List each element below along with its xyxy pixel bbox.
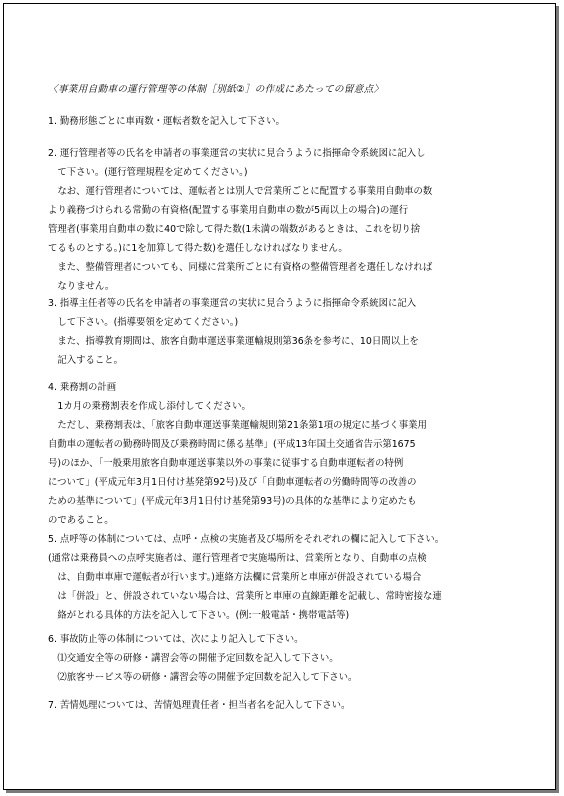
section-line: して下さい。(指導要領を定めてください。) bbox=[48, 317, 239, 328]
section-line: 号)のほか、「一般乗用旅客自動車運送事業以外の事業に従事する自動車運転者の特例 bbox=[48, 458, 404, 469]
document-page bbox=[3, 3, 556, 790]
section-line: は、自動車車庫で運転者が行います。)連絡方法欄に営業所と車庫が併設されている場合 bbox=[48, 572, 422, 583]
section-line: より義務づけられる常勤の有資格(配置する事業用自動車の数が5両以上の場合)の運行 bbox=[48, 205, 409, 216]
section-line: また、指導教育期間は、旅客自動車運送事業運輸規則第36条を参考に、10日間以上を bbox=[48, 336, 419, 347]
section-line: また、整備管理者についても、同様に営業所ごとに有資格の整備管理者を選任しなければ bbox=[48, 262, 433, 273]
section-line: なお、運行管理者については、運転者とは別人で営業所ごとに配置する事業用自動車の数 bbox=[48, 186, 433, 197]
section-line: ⑴交通安全等の研修・講習会等の開催予定回数を記入して下さい。 bbox=[48, 653, 339, 664]
section-6 bbox=[48, 630, 357, 687]
section-line: 6. 事故防止等の体制については、次により記入して下さい。 bbox=[48, 634, 304, 645]
section-line: ただし、乗務割表は、「旅客自動車運送事業運輸規則第21条第1項の規定に基づく事業用 bbox=[48, 420, 427, 431]
section-line: ⑵旅客サービス等の研修・講習会等の開催予定回数を記入して下さい。 bbox=[48, 672, 358, 683]
section-line: 自動車の運転者の勤務時間及び乗務時間に係る基準」(平成13年国土交通省告示第1675 bbox=[48, 439, 416, 450]
section-line: 4. 乗務割の計画 bbox=[48, 382, 117, 393]
section-line: て下さい。(運行管理規程を定めてください。) bbox=[48, 167, 248, 178]
document-title: 〈事業用自動車の運行管理等の体制［別紙②］の作成にあたっての留意点〉 bbox=[48, 84, 384, 95]
section-line: 1. 勤務形態ごとに車両数・運転者数を記入して下さい。 bbox=[48, 116, 285, 127]
section-line: 管理者(事業用自動車の数に40で除して得た数(1未満の端数があるときは、これを切り捨 bbox=[48, 224, 421, 235]
section-2 bbox=[48, 144, 432, 296]
section-line: 絡がとれる具体的方法を記入して下さい。(例:一般電話・携帯電話等) bbox=[48, 610, 350, 621]
section-line: は「併設」と、併設されていない場合は、営業所と車庫の直線距離を記載し、常時密接な連 bbox=[48, 591, 442, 602]
section-line: について」(平成元年3月1日付け基発第92号)及び「自動車運転者の労働時間等の改善の bbox=[48, 477, 417, 488]
section-1 bbox=[48, 112, 285, 131]
section-3 bbox=[48, 294, 419, 370]
section-line: 7. 苦情処理については、苦情処理責任者・担当者名を記入して下さい。 bbox=[48, 700, 351, 711]
section-line: 3. 指導主任者等の氏名を申請者の事業運営の実状に見合うように指揮命令系統図に記入 bbox=[48, 298, 417, 309]
section-line: のであること。 bbox=[48, 515, 114, 526]
section-line: 記入すること。 bbox=[48, 355, 124, 366]
section-line: ための基準について」(平成元年3月1日付け基発第93号)の具体的な基準により定めたも bbox=[48, 496, 417, 507]
section-line: てるものとする。)に1を加算して得た数)を選任しなければなりません。 bbox=[48, 243, 348, 254]
section-line: (通常は乗務員への点呼実施者は、運行管理者で実施場所は、営業所となり、自動車の点検 bbox=[48, 553, 427, 564]
section-7 bbox=[48, 696, 350, 715]
document-body bbox=[4, 4, 555, 789]
section-4 bbox=[48, 378, 427, 530]
section-line: なりません。 bbox=[48, 281, 115, 292]
section-5 bbox=[48, 530, 444, 625]
section-line: 1カ月の乗務割表を作成し添付してください。 bbox=[48, 401, 251, 412]
section-line: 2. 運行管理者等の氏名を申請者の事業運営の実状に見合うように指揮命令系統図に記入し bbox=[48, 148, 426, 159]
section-line: 5. 点呼等の体制については、点呼・点検の実施者及び場所をそれぞれの欄に記入して下さい。 bbox=[48, 534, 445, 545]
